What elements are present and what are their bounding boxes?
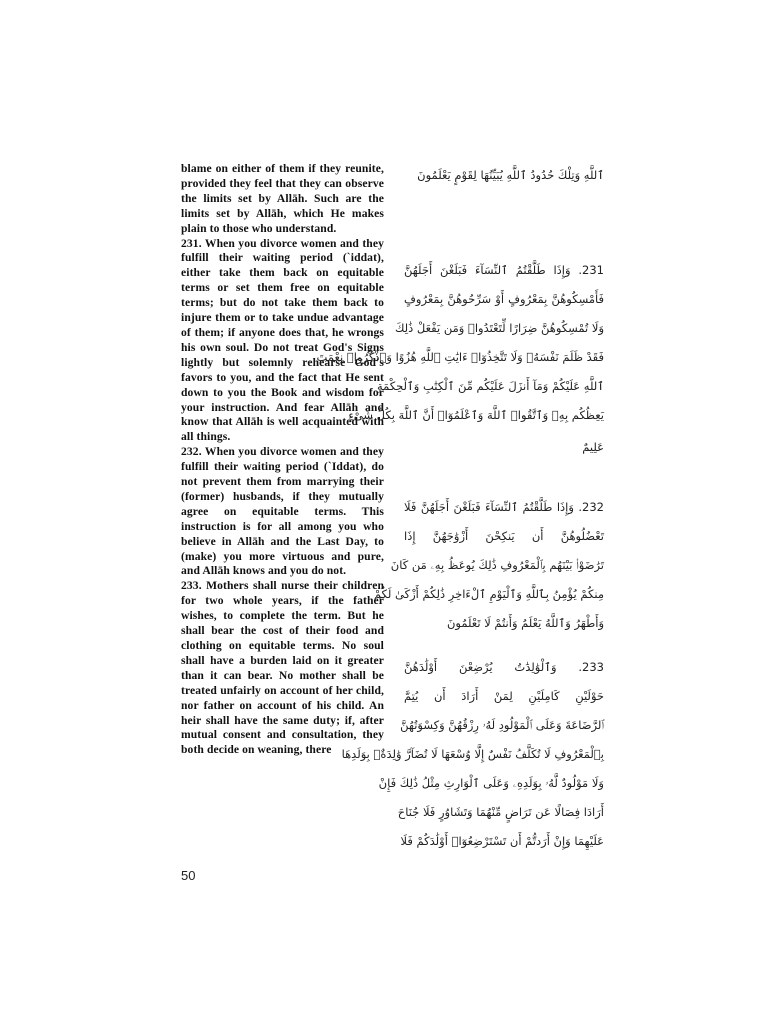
arabic-line: تَعْضُلُوهُنَّ أَن يَنكِحْنَ أَزْوَٰجَهُنَّ إِذَا bbox=[404, 529, 604, 543]
arabic-line: 231. وَإِذَا طَلَّقْتُمُ ٱلنِّسَآءَ فَبَلَغْنَ أَجَلَهُنَّ bbox=[404, 263, 604, 277]
arabic-line: ٱللَّهِ عَلَيْكُمْ وَمَآ أَنزَلَ عَلَيْكُم مِّنَ ٱلْكِتَٰبِ وَٱلْحِكْمَةِ bbox=[376, 379, 604, 393]
page-number: 50 bbox=[181, 868, 196, 883]
arabic-line: عَلَيْهِمَا وَإِنْ أَرَدتُّمْ أَن تَسْتَرْضِعُوٓا۟ أَوْلَٰدَكُمْ فَلَا bbox=[400, 834, 604, 848]
arabic-line: ٱللَّهِ وَتِلْكَ حُدُودُ ٱللَّهِ يُبَيِّنُهَا لِقَوْمٍ يَعْلَمُونَ bbox=[417, 168, 604, 182]
arabic-line: وَلَا تُمْسِكُوهُنَّ ضِرَارًا لِّتَعْتَدُوا۟ وَمَن يَفْعَلْ ذَٰلِكَ bbox=[394, 321, 604, 335]
arabic-line: حَوْلَيْنِ كَامِلَيْنِ لِمَنْ أَرَادَ أَن يُتِمَّ bbox=[404, 689, 604, 703]
arabic-line: فَقَدْ ظَلَمَ نَفْسَهُۥ وَلَا تَتَّخِذُوٓا۟ ءَايَٰتِ ٱللَّهِ هُزُوًا وَٱذْكُرُوا۟ نِعْمَتَ bbox=[316, 350, 604, 364]
english-translation-column bbox=[181, 162, 384, 758]
arabic-line: فَأَمْسِكُوهُنَّ بِمَعْرُوفٍ أَوْ سَرِّحُوهُنَّ بِمَعْرُوفٍ bbox=[404, 292, 604, 306]
english-paragraph-continued: blame on either of them if they reunite, provided they feel that they can observe the limits set by Allāh. Such are the limits set by Allāh, which He makes plain to those who understand. bbox=[181, 162, 384, 235]
arabic-line: ٱلرَّضَاعَةَ وَعَلَى ٱلْمَوْلُودِ لَهُۥ رِزْقُهُنَّ وَكِسْوَتُهُنَّ bbox=[400, 718, 604, 732]
arabic-line: يَعِظُكُم بِهِۦ وَٱتَّقُوا۟ ٱللَّهَ وَٱعْلَمُوٓا۟ أَنَّ ٱللَّهَ بِكُلِّ شَىْءٍ bbox=[348, 408, 604, 422]
english-paragraph-233: 233. Mothers shall nurse their children for two whole years, if the father wishes, to complete the term. But he shall bear the cost of their food and clothing on equitable terms. No soul shall have a burden laid on it greater than it can bear. No mother shall be treated unfairly on account of her child, nor father on account of his child. An heir shall have the same duty; if, after mutual consent and consultation, they both decide on weaning, there bbox=[181, 579, 384, 757]
arabic-line: تَرَٰضَوْا۟ بَيْنَهُم بِٱلْمَعْرُوفِ ذَٰلِكَ يُوعَظُ بِهِۦ مَن كَانَ bbox=[390, 558, 604, 572]
arabic-line: 233. وَٱلْوَٰلِدَٰتُ يُرْضِعْنَ أَوْلَٰدَهُنَّ bbox=[404, 660, 604, 674]
arabic-line: عَلِيمٌ bbox=[582, 440, 604, 454]
arabic-text-column bbox=[316, 0, 604, 1024]
english-paragraph-232: 232. When you divorce women and they fulfill their waiting period (`Iddat), do not prevent them from marrying their (former) husbands, if they mutually agree on equitable terms. This instruction is for all among you who believe in Allāh and the Last Day, to (make) you more virtuous and pure, and Allāh knows and you do not. bbox=[181, 445, 384, 578]
arabic-line: وَلَا مَوْلُودٌ لَّهُۥ بِوَلَدِهِۦ وَعَلَى ٱلْوَارِثِ مِثْلُ ذَٰلِكَ فَإِنْ bbox=[378, 776, 604, 790]
arabic-line: 232. وَإِذَا طَلَّقْتُمُ ٱلنِّسَآءَ فَبَلَغْنَ أَجَلَهُنَّ فَلَا bbox=[404, 500, 604, 514]
english-paragraph-231: 231. When you divorce women and they fulfill their waiting period (`iddat), either take them back on equitable terms or set them free on equitable terms; but do not take them back to injure them or to take undue advantage of them; if anyone does that, he wrongs his own soul. Do not treat God's Signs lightly but solemnly rehearse God's favors to you, and the fact that He sent down to you the Book and wisdom for your instruction. And fear Allāh and know that Allāh is well acquainted with all things. bbox=[181, 236, 384, 444]
arabic-line: بِٱلْمَعْرُوفِ لَا تُكَلَّفُ نَفْسٌ إِلَّا وُسْعَهَا لَا تُضَآرَّ وَٰلِدَةٌۢ بِوَلَدِهَا bbox=[341, 747, 604, 761]
arabic-line: مِنكُمْ يُؤْمِنُ بِٱللَّهِ وَٱلْيَوْمِ ٱلْءَاخِرِ ذَٰلِكُمْ أَزْكَىٰ لَكُمْ bbox=[373, 587, 604, 601]
arabic-line: أَرَادَا فِصَالًا عَن تَرَاضٍ مِّنْهُمَا وَتَشَاوُرٍ فَلَا جُنَاحَ bbox=[397, 805, 604, 819]
arabic-line: وَأَطْهَرُ وَٱللَّهُ يَعْلَمُ وَأَنتُمْ لَا تَعْلَمُونَ bbox=[446, 616, 604, 630]
